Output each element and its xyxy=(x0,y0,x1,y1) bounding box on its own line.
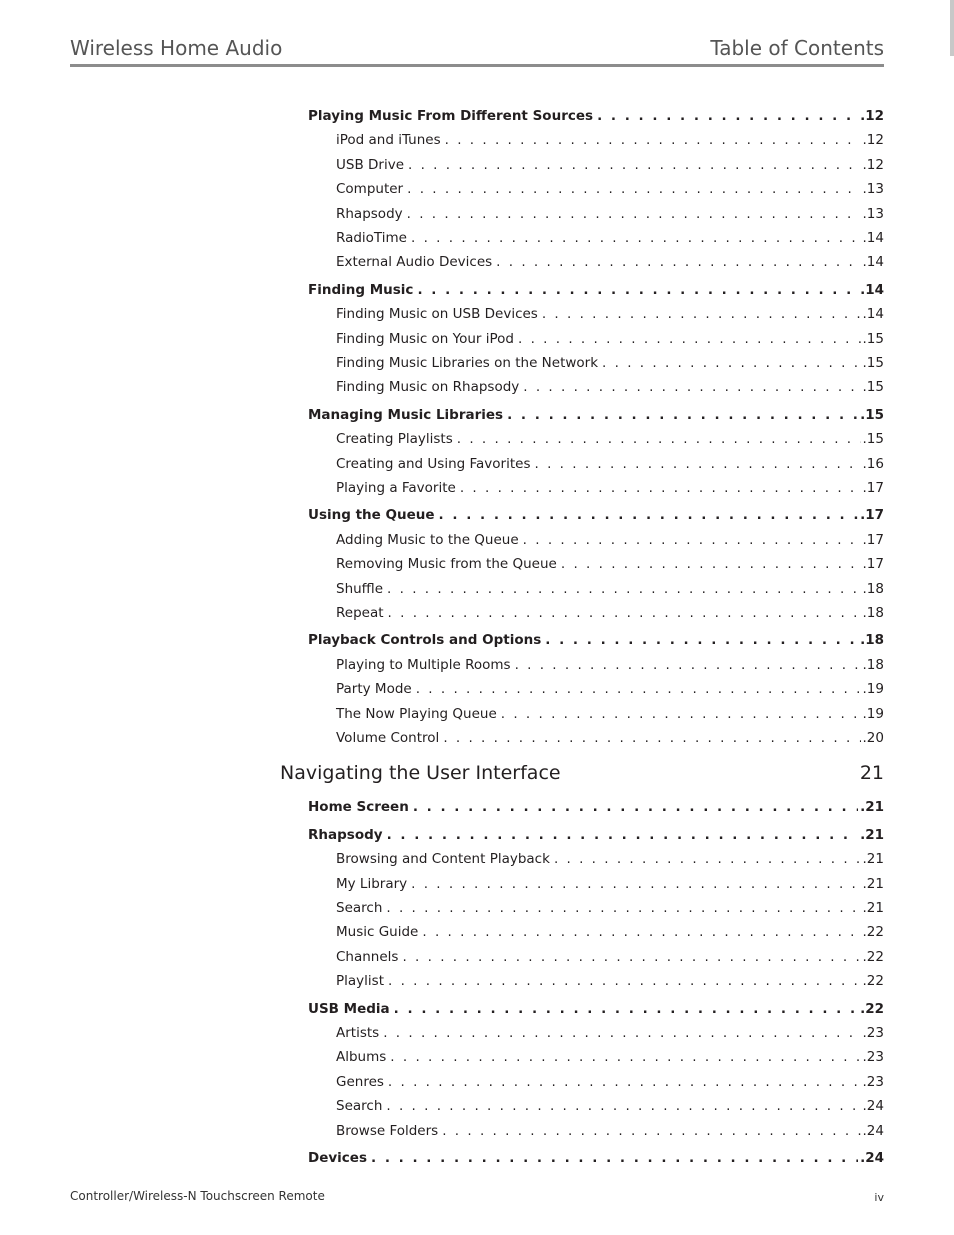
toc-entry-page: .21 xyxy=(862,875,884,892)
toc-leader-dots xyxy=(602,355,860,371)
toc-entry-title: Playing a Favorite xyxy=(336,480,456,496)
toc-entry-title: RadioTime xyxy=(336,230,407,246)
toc-leader-dots xyxy=(387,827,859,843)
toc-entry[interactable] xyxy=(336,924,884,940)
toc-leader-dots xyxy=(561,556,861,572)
toc-entry-title: Party Mode xyxy=(336,681,412,698)
toc-entry-page: .14 xyxy=(860,281,884,298)
toc-leader-dots xyxy=(371,1150,858,1166)
toc-leader-dots xyxy=(407,181,860,197)
toc-leader-dots xyxy=(411,230,861,246)
toc-entry[interactable] xyxy=(336,379,884,395)
toc-section-entry[interactable] xyxy=(280,762,884,784)
toc-entry-title: Playing to Multiple Rooms xyxy=(336,656,511,673)
toc-leader-dots xyxy=(515,657,861,673)
toc-entry[interactable] xyxy=(336,431,884,447)
toc-entry[interactable] xyxy=(336,730,884,746)
toc-entry[interactable] xyxy=(308,1001,884,1017)
toc-entry-page: .24 xyxy=(860,1150,884,1166)
toc-entry-title: Playback Controls and Options xyxy=(308,632,542,649)
toc-entry-page: .23 xyxy=(862,1073,884,1090)
toc-entry-title: Artists xyxy=(336,1025,380,1041)
toc-leader-dots xyxy=(545,632,858,648)
toc-entry[interactable] xyxy=(336,851,884,867)
toc-entry-page: .15 xyxy=(862,431,884,448)
toc-entry[interactable] xyxy=(336,355,884,371)
toc-entry-title: Adding Music to the Queue xyxy=(336,531,519,548)
toc-entry-title: Genres xyxy=(336,1073,384,1090)
toc-entry-title: Playlist xyxy=(336,973,384,990)
toc-entry-page: .17 xyxy=(862,531,884,548)
footer-product-name: Controller/Wireless-N Touchscreen Remote xyxy=(70,1189,325,1203)
toc-entry[interactable] xyxy=(336,456,884,472)
toc-entry-title: Repeat xyxy=(336,605,384,621)
toc-entry-page: .17 xyxy=(860,507,884,524)
toc-entry-title: Creating Playlists xyxy=(336,431,453,448)
toc-entry-page: 21 xyxy=(859,762,884,785)
toc-leader-dots xyxy=(518,331,861,347)
toc-entry-title: Managing Music Libraries xyxy=(308,406,504,423)
toc-entry[interactable] xyxy=(336,949,884,965)
toc-entry-title: Home Screen xyxy=(308,799,409,816)
toc-entry-page: .18 xyxy=(860,632,884,649)
header-rule xyxy=(70,64,884,67)
toc-leader-dots xyxy=(542,306,861,322)
toc-entry[interactable] xyxy=(336,230,884,246)
toc-leader-dots xyxy=(460,480,861,496)
toc-entry-title: Finding Music on Your iPod xyxy=(336,330,514,347)
toc-leader-dots xyxy=(416,681,861,697)
toc-entry-page: .16 xyxy=(862,455,884,472)
toc-entry-page: .19 xyxy=(862,705,884,722)
toc-entry-page: .22 xyxy=(862,948,884,965)
toc-entry[interactable] xyxy=(336,331,884,347)
toc-leader-dots xyxy=(501,706,861,722)
toc-entry-page: .15 xyxy=(862,355,884,371)
toc-leader-dots xyxy=(422,924,860,940)
toc-leader-dots xyxy=(523,532,861,548)
toc-leader-dots xyxy=(507,407,858,423)
toc-entry[interactable] xyxy=(336,157,884,173)
toc-entry-title: Browse Folders xyxy=(336,1122,439,1139)
toc-leader-dots xyxy=(534,456,860,472)
toc-entry-page: .14 xyxy=(862,230,884,246)
toc-entry-page: .23 xyxy=(862,1049,884,1066)
toc-entry-page: .15 xyxy=(862,379,884,396)
toc-entry-page: .13 xyxy=(862,205,884,222)
toc-entry-title: Navigating the User Interface xyxy=(280,762,561,785)
toc-entry-title: Volume Control xyxy=(336,730,440,746)
toc-entry-page: .17 xyxy=(862,556,884,573)
toc-entry-page: .12 xyxy=(862,156,884,173)
toc-entry-title: Creating and Using Favorites xyxy=(336,455,531,472)
toc-entry-page: .15 xyxy=(860,406,884,423)
toc-entry[interactable] xyxy=(336,876,884,892)
toc-entry-page: .20 xyxy=(862,730,884,746)
toc-entry[interactable] xyxy=(336,1123,884,1139)
toc-entry-title: External Audio Devices xyxy=(336,254,493,271)
toc-entry-title: Finding Music on USB Devices xyxy=(336,306,538,323)
toc-leader-dots xyxy=(383,1025,860,1041)
toc-entry-title: Browsing and Content Playback xyxy=(336,851,550,868)
toc-entry-page: .21 xyxy=(862,900,884,916)
toc-entry-title: Computer xyxy=(336,181,404,198)
toc-entry[interactable] xyxy=(336,706,884,722)
toc-leader-dots xyxy=(597,108,858,124)
toc-entry-title: USB Drive xyxy=(336,156,404,173)
toc-entry[interactable] xyxy=(336,1098,884,1114)
toc-entry-title: The Now Playing Queue xyxy=(336,705,497,722)
toc-entry-page: .18 xyxy=(862,580,884,597)
section-title: Table of Contents xyxy=(710,36,884,60)
toc-entry-title: Using the Queue xyxy=(308,507,435,524)
toc-leader-dots xyxy=(443,730,860,746)
toc-entry-page: .24 xyxy=(862,1122,884,1139)
toc-leader-dots xyxy=(407,206,861,222)
footer-page-number: iv xyxy=(874,1191,884,1204)
toc-leader-dots xyxy=(496,254,860,270)
toc-entry[interactable] xyxy=(336,132,884,148)
toc-leader-dots xyxy=(554,851,861,867)
toc-entry-page: .14 xyxy=(862,254,884,271)
toc-entry[interactable] xyxy=(308,799,884,815)
toc-entry-page: .21 xyxy=(860,826,884,843)
page-edge-mark xyxy=(950,0,954,56)
toc-entry[interactable] xyxy=(336,1074,884,1090)
toc-entry-page: .22 xyxy=(862,924,884,941)
toc-entry[interactable] xyxy=(308,827,884,843)
toc-leader-dots xyxy=(394,1001,858,1017)
toc-leader-dots xyxy=(388,1074,861,1090)
toc-entry-title: Channels xyxy=(336,948,399,965)
toc-leader-dots xyxy=(417,282,858,298)
toc-leader-dots xyxy=(388,973,861,989)
toc-entry-title: Music Guide xyxy=(336,924,419,941)
toc-entry[interactable] xyxy=(336,581,884,597)
toc-leader-dots xyxy=(439,507,859,523)
toc-entry-page: .15 xyxy=(862,330,884,347)
toc-entry-title: USB Media xyxy=(308,1000,390,1017)
toc-entry-title: Finding Music on Rhapsody xyxy=(336,379,520,396)
toc-entry-page: .17 xyxy=(862,480,884,496)
toc-entry-page: .14 xyxy=(862,306,884,323)
toc-leader-dots xyxy=(388,605,861,621)
toc-entry[interactable] xyxy=(336,532,884,548)
toc-leader-dots xyxy=(386,900,860,916)
toc-entry[interactable] xyxy=(308,108,884,124)
toc-entry-title: Finding Music Libraries on the Network xyxy=(336,355,599,371)
toc-entry-title: My Library xyxy=(336,875,408,892)
toc-leader-dots xyxy=(386,1098,860,1114)
toc-entry-page: .13 xyxy=(862,181,884,198)
toc-entry[interactable] xyxy=(336,657,884,673)
toc-entry-page: .22 xyxy=(862,973,884,990)
toc-leader-dots xyxy=(411,876,860,892)
toc-entry[interactable] xyxy=(336,254,884,270)
toc-entry-title: Removing Music from the Queue xyxy=(336,556,557,573)
toc-entry-page: .24 xyxy=(862,1098,884,1115)
toc-leader-dots xyxy=(402,949,860,965)
toc-entry-title: Devices xyxy=(308,1150,367,1166)
toc-leader-dots xyxy=(457,431,861,447)
toc-leader-dots xyxy=(387,581,860,597)
toc-entry[interactable] xyxy=(336,181,884,197)
toc-entry-page: .23 xyxy=(862,1025,884,1041)
toc-entry[interactable] xyxy=(336,605,884,621)
toc-entry-page: .21 xyxy=(860,799,884,816)
toc-entry-page: .19 xyxy=(862,681,884,698)
toc-entry-title: Rhapsody xyxy=(336,205,403,222)
toc-entry[interactable] xyxy=(336,1049,884,1065)
toc-entry-page: .18 xyxy=(862,656,884,673)
toc-leader-dots xyxy=(413,799,858,815)
toc-entry-title: Search xyxy=(336,1098,383,1115)
toc-entry-title: Search xyxy=(336,900,383,916)
toc-leader-dots xyxy=(523,379,860,395)
toc-entry[interactable] xyxy=(308,407,884,423)
toc-leader-dots xyxy=(445,132,861,148)
toc-entry[interactable] xyxy=(336,681,884,697)
toc-entry-title: Rhapsody xyxy=(308,826,383,843)
toc-entry-page: .22 xyxy=(860,1000,884,1017)
toc-entry[interactable] xyxy=(336,206,884,222)
toc-entry[interactable] xyxy=(336,480,884,496)
toc-entry-title: Playing Music From Different Sources xyxy=(308,108,594,124)
document-title: Wireless Home Audio xyxy=(70,36,283,60)
toc-leader-dots xyxy=(408,157,861,173)
toc-entry-page: .18 xyxy=(862,605,884,621)
toc-entry[interactable] xyxy=(308,282,884,298)
toc-leader-dots xyxy=(390,1049,860,1065)
toc-entry[interactable] xyxy=(336,900,884,916)
toc-entry[interactable] xyxy=(336,973,884,989)
toc-leader-dots xyxy=(442,1123,860,1139)
toc-entry-title: Albums xyxy=(336,1049,387,1066)
toc-entry[interactable] xyxy=(308,507,884,523)
toc-entry-title: Shuffle xyxy=(336,580,384,597)
toc-entry[interactable] xyxy=(336,556,884,572)
toc-entry[interactable] xyxy=(336,1025,884,1041)
toc-entry[interactable] xyxy=(308,632,884,648)
toc-entry[interactable] xyxy=(308,1150,884,1166)
toc-entry-title: Finding Music xyxy=(308,281,414,298)
toc-entry-page: .12 xyxy=(862,132,884,149)
toc-entry-page: .21 xyxy=(862,851,884,868)
toc-entry[interactable] xyxy=(336,306,884,322)
toc-entry-title: iPod and iTunes xyxy=(336,132,441,149)
toc-entry-page: .12 xyxy=(860,108,884,124)
